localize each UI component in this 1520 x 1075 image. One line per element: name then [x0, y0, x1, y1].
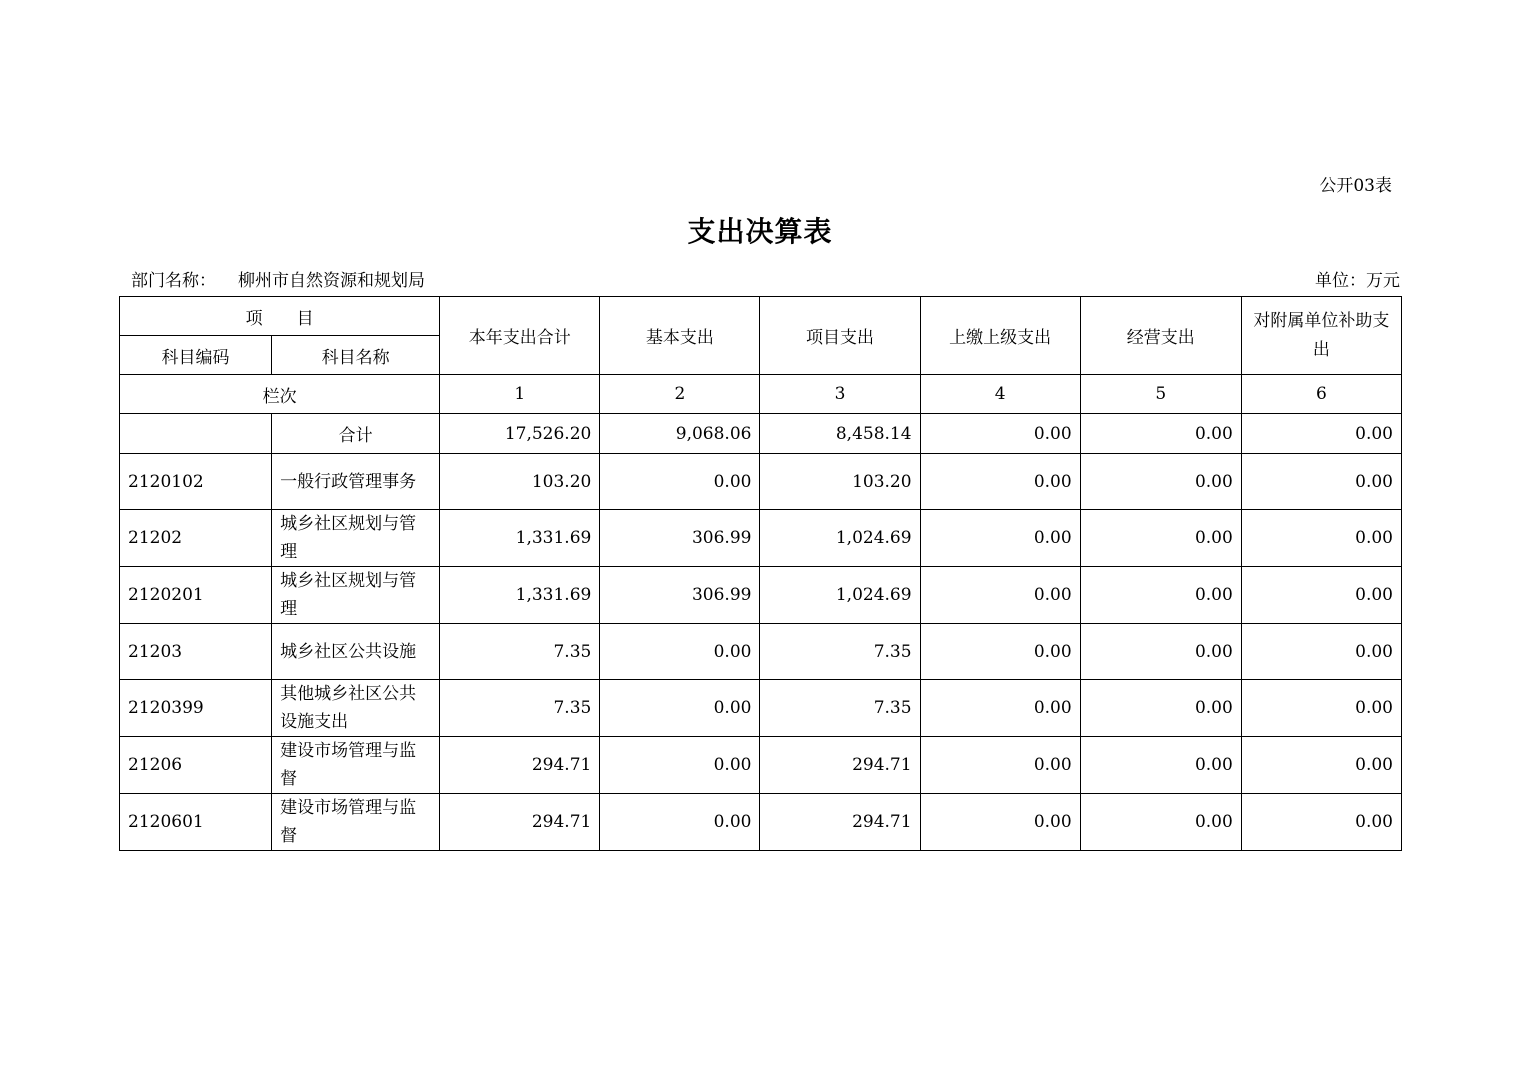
column-index: 5 — [1080, 375, 1241, 414]
subject-name: 一般行政管理事务 — [272, 454, 440, 510]
amount-cell: 1,024.69 — [760, 567, 920, 624]
amount-cell: 0.00 — [1241, 794, 1401, 851]
amount-cell: 7.35 — [760, 680, 920, 737]
table-row — [120, 794, 1402, 851]
amount-cell: 7.35 — [440, 680, 600, 737]
subject-code: 2120102 — [120, 454, 272, 510]
amount-cell: 294.71 — [760, 737, 920, 794]
column-index: 4 — [920, 375, 1080, 414]
expenditure-table — [119, 296, 1402, 851]
subject-code: 2120399 — [120, 680, 272, 737]
amount-cell: 0.00 — [600, 680, 760, 737]
header-basic: 基本支出 — [600, 297, 760, 375]
total-code-cell — [120, 414, 272, 454]
amount-cell: 0.00 — [600, 454, 760, 510]
amount-cell: 0.00 — [1241, 624, 1401, 680]
header-name: 科目名称 — [272, 336, 440, 375]
column-index: 2 — [600, 375, 760, 414]
subject-code: 21206 — [120, 737, 272, 794]
header-upper: 上缴上级支出 — [920, 297, 1080, 375]
subject-code: 2120601 — [120, 794, 272, 851]
header-item: 项 目 — [120, 297, 440, 336]
header-business: 经营支出 — [1080, 297, 1241, 375]
amount-cell: 0.00 — [1080, 454, 1241, 510]
amount-cell: 0.00 — [920, 737, 1080, 794]
table-row — [120, 737, 1402, 794]
total-value: 0.00 — [920, 414, 1080, 454]
subject-code: 21202 — [120, 510, 272, 567]
department-label: 部门名称： — [131, 271, 216, 291]
amount-cell: 1,331.69 — [440, 510, 600, 567]
amount-cell: 0.00 — [1080, 567, 1241, 624]
amount-cell: 0.00 — [920, 567, 1080, 624]
subject-name: 城乡社区规划与管理 — [272, 510, 440, 567]
unit-label: 单位：万元 — [1315, 271, 1400, 291]
amount-cell: 103.20 — [760, 454, 920, 510]
table-row — [120, 567, 1402, 624]
table-row — [120, 680, 1402, 737]
amount-cell: 306.99 — [600, 567, 760, 624]
amount-cell: 0.00 — [600, 737, 760, 794]
table-row — [120, 510, 1402, 567]
amount-cell: 0.00 — [1241, 737, 1401, 794]
amount-cell: 7.35 — [440, 624, 600, 680]
total-value: 8,458.14 — [760, 414, 920, 454]
column-index: 1 — [440, 375, 600, 414]
amount-cell: 0.00 — [1080, 680, 1241, 737]
subject-name: 城乡社区公共设施 — [272, 624, 440, 680]
subject-name: 城乡社区规划与管理 — [272, 567, 440, 624]
amount-cell: 306.99 — [600, 510, 760, 567]
page-title: 支出决算表 — [687, 215, 833, 248]
subject-name: 建设市场管理与监督 — [272, 737, 440, 794]
amount-cell: 294.71 — [760, 794, 920, 851]
amount-cell: 0.00 — [920, 510, 1080, 567]
amount-cell: 0.00 — [1241, 510, 1401, 567]
subject-name: 其他城乡社区公共设施支出 — [272, 680, 440, 737]
amount-cell: 0.00 — [600, 624, 760, 680]
subject-code: 2120201 — [120, 567, 272, 624]
amount-cell: 0.00 — [600, 794, 760, 851]
department-name: 柳州市自然资源和规划局 — [238, 271, 425, 291]
amount-cell: 7.35 — [760, 624, 920, 680]
amount-cell: 0.00 — [1241, 454, 1401, 510]
total-value: 0.00 — [1241, 414, 1401, 454]
amount-cell: 1,024.69 — [760, 510, 920, 567]
table-row — [120, 624, 1402, 680]
header-total: 本年支出合计 — [440, 297, 600, 375]
amount-cell: 0.00 — [1241, 680, 1401, 737]
header-subsidy: 对附属单位补助支出 — [1241, 297, 1401, 375]
amount-cell: 294.71 — [440, 794, 600, 851]
amount-cell: 0.00 — [1080, 624, 1241, 680]
amount-cell: 0.00 — [920, 794, 1080, 851]
amount-cell: 103.20 — [440, 454, 600, 510]
column-index: 3 — [760, 375, 920, 414]
total-value: 0.00 — [1080, 414, 1241, 454]
amount-cell: 1,331.69 — [440, 567, 600, 624]
total-label: 合计 — [272, 414, 440, 454]
total-row — [120, 414, 1402, 454]
subject-code: 21203 — [120, 624, 272, 680]
amount-cell: 294.71 — [440, 737, 600, 794]
amount-cell: 0.00 — [920, 680, 1080, 737]
amount-cell: 0.00 — [1080, 510, 1241, 567]
subject-name: 建设市场管理与监督 — [272, 794, 440, 851]
amount-cell: 0.00 — [920, 454, 1080, 510]
table-row — [120, 454, 1402, 510]
amount-cell: 0.00 — [1080, 737, 1241, 794]
amount-cell: 0.00 — [1241, 567, 1401, 624]
column-index-row — [120, 375, 1402, 414]
amount-cell: 0.00 — [920, 624, 1080, 680]
header-project: 项目支出 — [760, 297, 920, 375]
amount-cell: 0.00 — [1080, 794, 1241, 851]
header-code: 科目编码 — [120, 336, 272, 375]
total-value: 9,068.06 — [600, 414, 760, 454]
total-value: 17,526.20 — [440, 414, 600, 454]
form-number: 公开03表 — [1319, 176, 1392, 196]
column-index: 6 — [1241, 375, 1401, 414]
department-line — [131, 266, 425, 291]
column-index-label: 栏次 — [120, 375, 440, 414]
